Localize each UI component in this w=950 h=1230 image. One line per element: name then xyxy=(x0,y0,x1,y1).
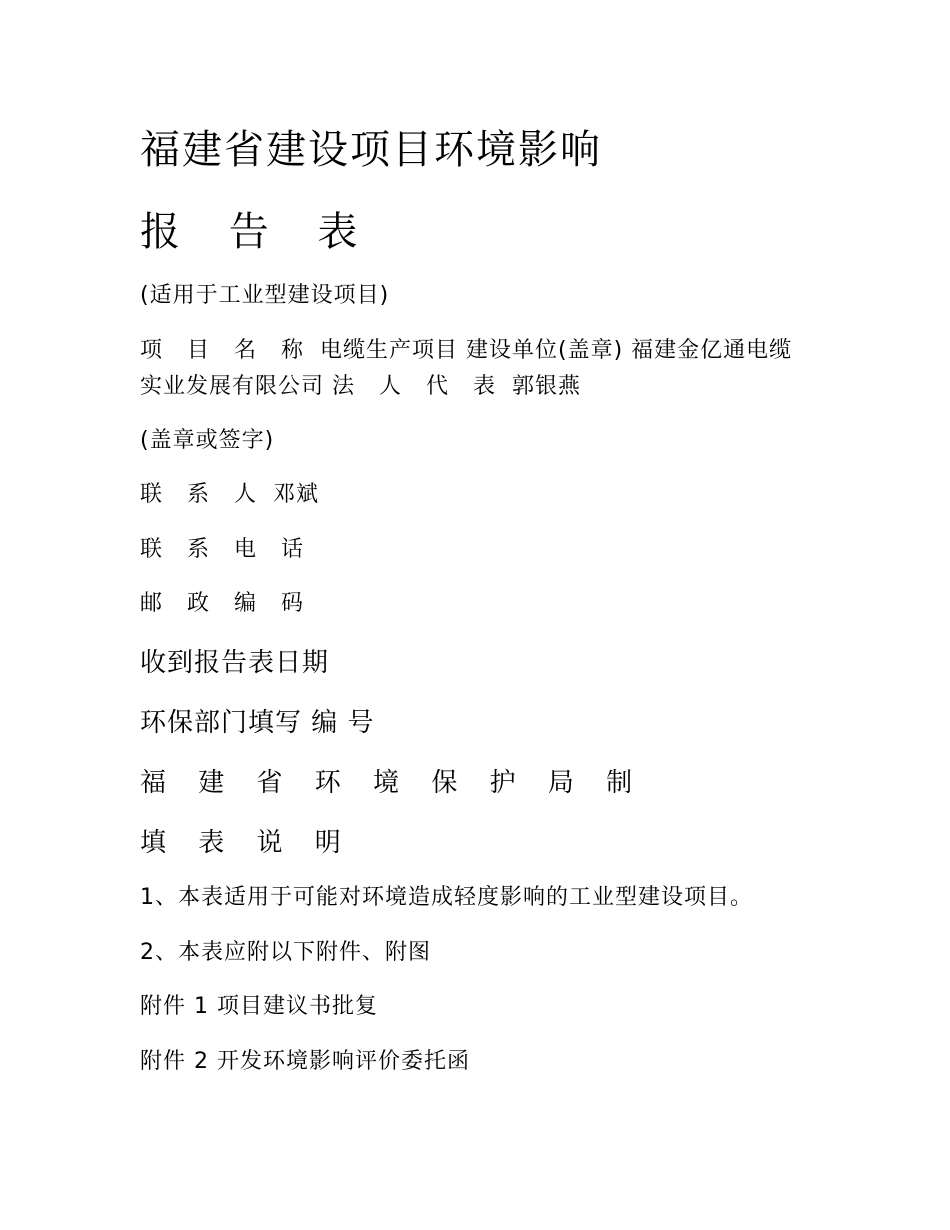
instruction-item: 附件 1 项目建议书批复 xyxy=(140,994,378,1019)
contact-phone-label: 联 系 电 话 xyxy=(140,537,312,562)
document-subtitle: 报 告 表 xyxy=(140,209,376,255)
instruction-item: 附件 2 开发环境影响评价委托函 xyxy=(140,1049,470,1074)
project-name-label: 项 目 名 称 xyxy=(140,338,312,363)
applicability-note: (适用于工业型建设项目) xyxy=(140,283,390,308)
instruction-item: 2、本表应附以下附件、附图 xyxy=(140,940,431,965)
legal-representative-value: 郭银燕 xyxy=(512,374,582,399)
contact-person-label: 联 系 人 xyxy=(140,482,265,507)
legal-representative-label: 法 人 代 表 xyxy=(332,374,504,399)
contact-person-row xyxy=(140,484,319,506)
construction-unit-value: 福建金亿通电缆实业发展有限公司 xyxy=(140,338,793,399)
postcode-label: 邮 政 编 码 xyxy=(140,591,312,616)
project-name-value: 电缆生产项目 xyxy=(319,338,458,363)
instruction-item: 1、本表适用于可能对环境造成轻度影响的工业型建设项目。 xyxy=(140,885,753,910)
issuer-line: 福 建 省 环 境 保 护 局 制 xyxy=(140,768,645,798)
construction-unit-label: 建设单位(盖章) xyxy=(466,338,624,363)
project-info-paragraph xyxy=(140,333,810,405)
received-date-label: 收到报告表日期 xyxy=(140,648,330,678)
department-fill-label: 环保部门填写 编 号 xyxy=(140,708,375,738)
document-title: 福建省建设项目环境影响 xyxy=(140,127,602,173)
instructions-heading: 填 表 说 明 xyxy=(140,828,353,858)
contact-person-value: 邓斌 xyxy=(273,482,320,507)
seal-note: (盖章或签字) xyxy=(140,428,275,453)
